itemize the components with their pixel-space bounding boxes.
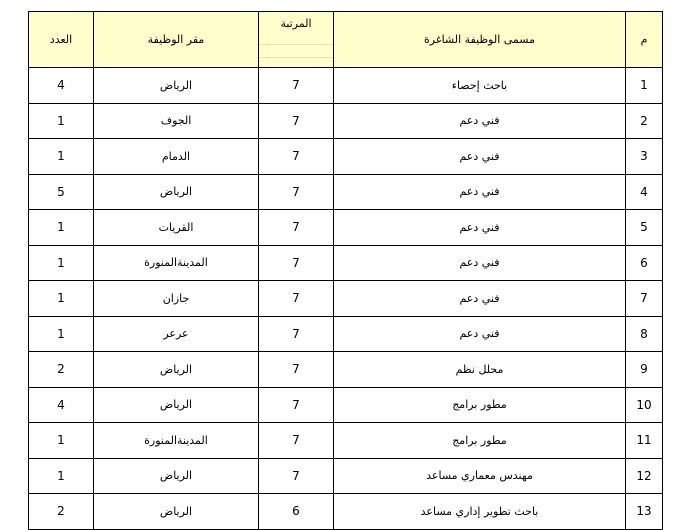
cell-title: باحث إحصاء [334,68,626,104]
cell-location: المدينةالمنورة [94,245,259,281]
cell-location: الرياض [94,494,259,530]
table-row [29,139,663,175]
table-row [29,316,663,352]
table-row [29,103,663,139]
table-row [29,352,663,388]
cell-count: 4 [29,68,94,104]
table-row [29,387,663,423]
header-location: مقر الوظيفة [94,12,259,68]
cell-rank: 7 [259,103,334,139]
table-body [29,68,663,530]
cell-count: 1 [29,316,94,352]
cell-title: فني دعم [334,210,626,246]
cell-index: 4 [626,174,663,210]
cell-location: الدمام [94,139,259,175]
cell-title: فني دعم [334,139,626,175]
cell-index: 3 [626,139,663,175]
cell-rank: 7 [259,139,334,175]
cell-index: 8 [626,316,663,352]
cell-title: مهندس معماري مساعد [334,458,626,494]
cell-index: 6 [626,245,663,281]
table-row [29,494,663,530]
cell-rank: 7 [259,174,334,210]
cell-count: 2 [29,352,94,388]
cell-count: 1 [29,210,94,246]
cell-index: 5 [626,210,663,246]
cell-title: فني دعم [334,245,626,281]
header-count: العدد [29,12,94,68]
cell-location: الرياض [94,458,259,494]
cell-title: فني دعم [334,281,626,317]
cell-rank: 7 [259,316,334,352]
cell-title: فني دعم [334,174,626,210]
cell-location: الرياض [94,68,259,104]
cell-count: 2 [29,494,94,530]
cell-location: جازان [94,281,259,317]
cell-title: فني دعم [334,103,626,139]
cell-index: 1 [626,68,663,104]
table-row [29,245,663,281]
table-row [29,423,663,459]
cell-rank: 6 [259,494,334,530]
table-row [29,458,663,494]
cell-location: الرياض [94,387,259,423]
cell-count: 1 [29,458,94,494]
cell-count: 1 [29,281,94,317]
cell-count: 1 [29,423,94,459]
cell-count: 1 [29,103,94,139]
cell-title: مطور برامج [334,423,626,459]
table-row [29,68,663,104]
table-header-row [29,12,663,68]
cell-rank: 7 [259,68,334,104]
cell-index: 7 [626,281,663,317]
cell-index: 10 [626,387,663,423]
table-row [29,210,663,246]
cell-rank: 7 [259,423,334,459]
cell-index: 13 [626,494,663,530]
cell-index: 12 [626,458,663,494]
header-rank-subdivider [259,44,333,58]
header-index: م [626,12,663,68]
cell-rank: 7 [259,458,334,494]
table-row [29,281,663,317]
cell-rank: 7 [259,245,334,281]
cell-rank: 7 [259,210,334,246]
table-row [29,174,663,210]
cell-rank: 7 [259,387,334,423]
cell-index: 9 [626,352,663,388]
cell-location: الرياض [94,352,259,388]
header-title: مسمى الوظيفة الشاغرة [334,12,626,68]
cell-count: 1 [29,245,94,281]
cell-count: 5 [29,174,94,210]
cell-title: مطور برامج [334,387,626,423]
cell-index: 11 [626,423,663,459]
header-rank [259,12,334,68]
cell-location: عرعر [94,316,259,352]
cell-title: محلل نظم [334,352,626,388]
cell-location: القريات [94,210,259,246]
header-rank-label: المرتبة [280,17,312,30]
cell-rank: 7 [259,281,334,317]
vacancies-table [28,11,663,530]
cell-count: 1 [29,139,94,175]
cell-title: فني دعم [334,316,626,352]
cell-index: 2 [626,103,663,139]
cell-location: الرياض [94,174,259,210]
cell-count: 4 [29,387,94,423]
cell-rank: 7 [259,352,334,388]
cell-location: المدينةالمنورة [94,423,259,459]
cell-title: باحث تطوير إداري مساعد [334,494,626,530]
cell-location: الجوف [94,103,259,139]
